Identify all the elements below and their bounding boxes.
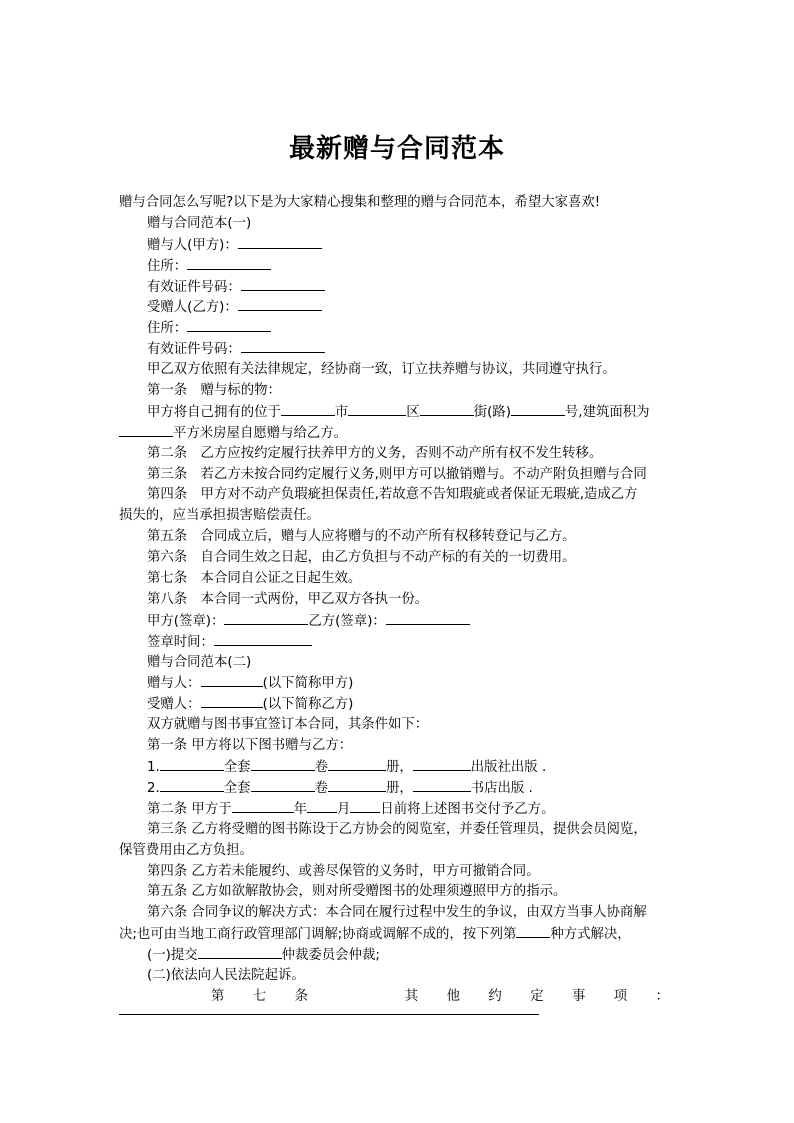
- article-7: 第七条 本合同自公证之日起生效。: [147, 571, 362, 587]
- id-line: 有效证件号码：: [119, 277, 679, 298]
- signature-time-line: 签章时间：: [119, 632, 679, 653]
- article-5: 第五条 乙方如欲解散协会，则对所受赠图书的处理须遵照甲方的指示。: [147, 884, 567, 900]
- article-3: 第三条 乙方将受赠的图书陈设于乙方协会的阅览室，并委任管理员，提供会员阅览，: [147, 821, 647, 837]
- article-6: 第六条 合同争议的解决方式：本合同在履行过程中发生的争议，由双方当事人协商解: [147, 905, 647, 921]
- option-2: (二)依法向人民法院起诉。: [147, 967, 305, 983]
- article-1-text: 甲方将自己拥有的位于 市 区 街(路) 号,建筑面积为: [119, 402, 679, 423]
- blank: [241, 277, 325, 291]
- article-2: 第二条 乙方应按约定履行扶养甲方的义务，否则不动产所有权不发生转移。: [147, 445, 603, 461]
- blank: [187, 256, 271, 270]
- book-item-2: 2. 全套 卷 册， 书店出版 .: [119, 778, 679, 799]
- book-item-1: 1. 全套 卷 册， 出版社出版 .: [119, 757, 679, 778]
- article-4: 第四条 甲方对不动产负瑕疵担保责任,若故意不告知瑕疵或者保证无瑕疵,造成乙方: [147, 487, 638, 503]
- donee-line: 受赠人： (以下简称乙方): [119, 694, 679, 715]
- preamble: 甲乙双方依照有关法律规定，经协商一致，订立扶养赠与协议，共同遵守执行。: [147, 362, 616, 378]
- contract-2-heading: 赠与合同范本(二): [147, 654, 252, 670]
- article-7-heading: 第 七 条 其 他 约 定 事 项 ：: [211, 988, 669, 1004]
- article-2: 第二条 甲方于 年 月 日前将上述图书交付予乙方。: [119, 799, 679, 820]
- donor-line: 赠与人： (以下简称甲方): [119, 673, 679, 694]
- id-line: 有效证件号码：: [119, 339, 679, 360]
- article-5: 第五条 合同成立后，赠与人应将赠与的不动产所有权移转登记与乙方。: [147, 529, 576, 545]
- article-1-text-cont: 平方米房屋自愿赠与给乙方。: [119, 423, 679, 444]
- intro-paragraph: 赠与合同怎么写呢?以下是为大家精心搜集和整理的赠与合同范本，希望大家喜欢!: [119, 195, 601, 210]
- article-8: 第八条 本合同一式两份，甲乙双方各执一份。: [147, 591, 429, 607]
- article-7-blank-line: [119, 1014, 539, 1015]
- article-1: 第一条 赠与标的物：: [147, 383, 281, 399]
- donor-line: 赠与人(甲方)：: [119, 235, 679, 256]
- article-4-cont: 损失的，应当承担损害赔偿责任。: [119, 508, 320, 524]
- article-1: 第一条 甲方将以下图书赠与乙方：: [147, 738, 353, 754]
- preamble: 双方就赠与图书事宜签订本合同，其条件如下：: [147, 717, 429, 733]
- article-4: 第四条 乙方若未能履约、或善尽保管的义务时，甲方可撤销合同。: [147, 863, 540, 879]
- document-title: 最新赠与合同范本: [288, 134, 505, 164]
- address-line: 住所：: [119, 256, 679, 277]
- blank: [187, 318, 271, 332]
- article-6: 第六条 自合同生效之日起，由乙方负担与不动产标的有关的一切费用。: [147, 550, 576, 566]
- article-3: 第三条 若乙方未按合同约定履行义务,则甲方可以撤销赠与。不动产附负担赠与合同: [147, 466, 647, 482]
- option-1: (一)提交 仲裁委员会仲裁;: [119, 945, 679, 966]
- article-3-cont: 保管费用由乙方负担。: [119, 842, 253, 858]
- blank: [238, 235, 322, 249]
- blank: [241, 339, 325, 353]
- article-6-cont: 决;也可由当地工商行政管理部门调解;协商或调解不成的，按下列第 种方式解决，: [119, 924, 679, 945]
- signature-line: 甲方(签章)： 乙方(签章)：: [119, 611, 679, 632]
- donee-line: 受赠人(乙方)：: [119, 297, 679, 318]
- contract-1-heading: 赠与合同范本(一): [147, 215, 252, 231]
- document-body: [119, 193, 679, 1015]
- blank: [238, 297, 322, 311]
- address-line: 住所：: [119, 318, 679, 339]
